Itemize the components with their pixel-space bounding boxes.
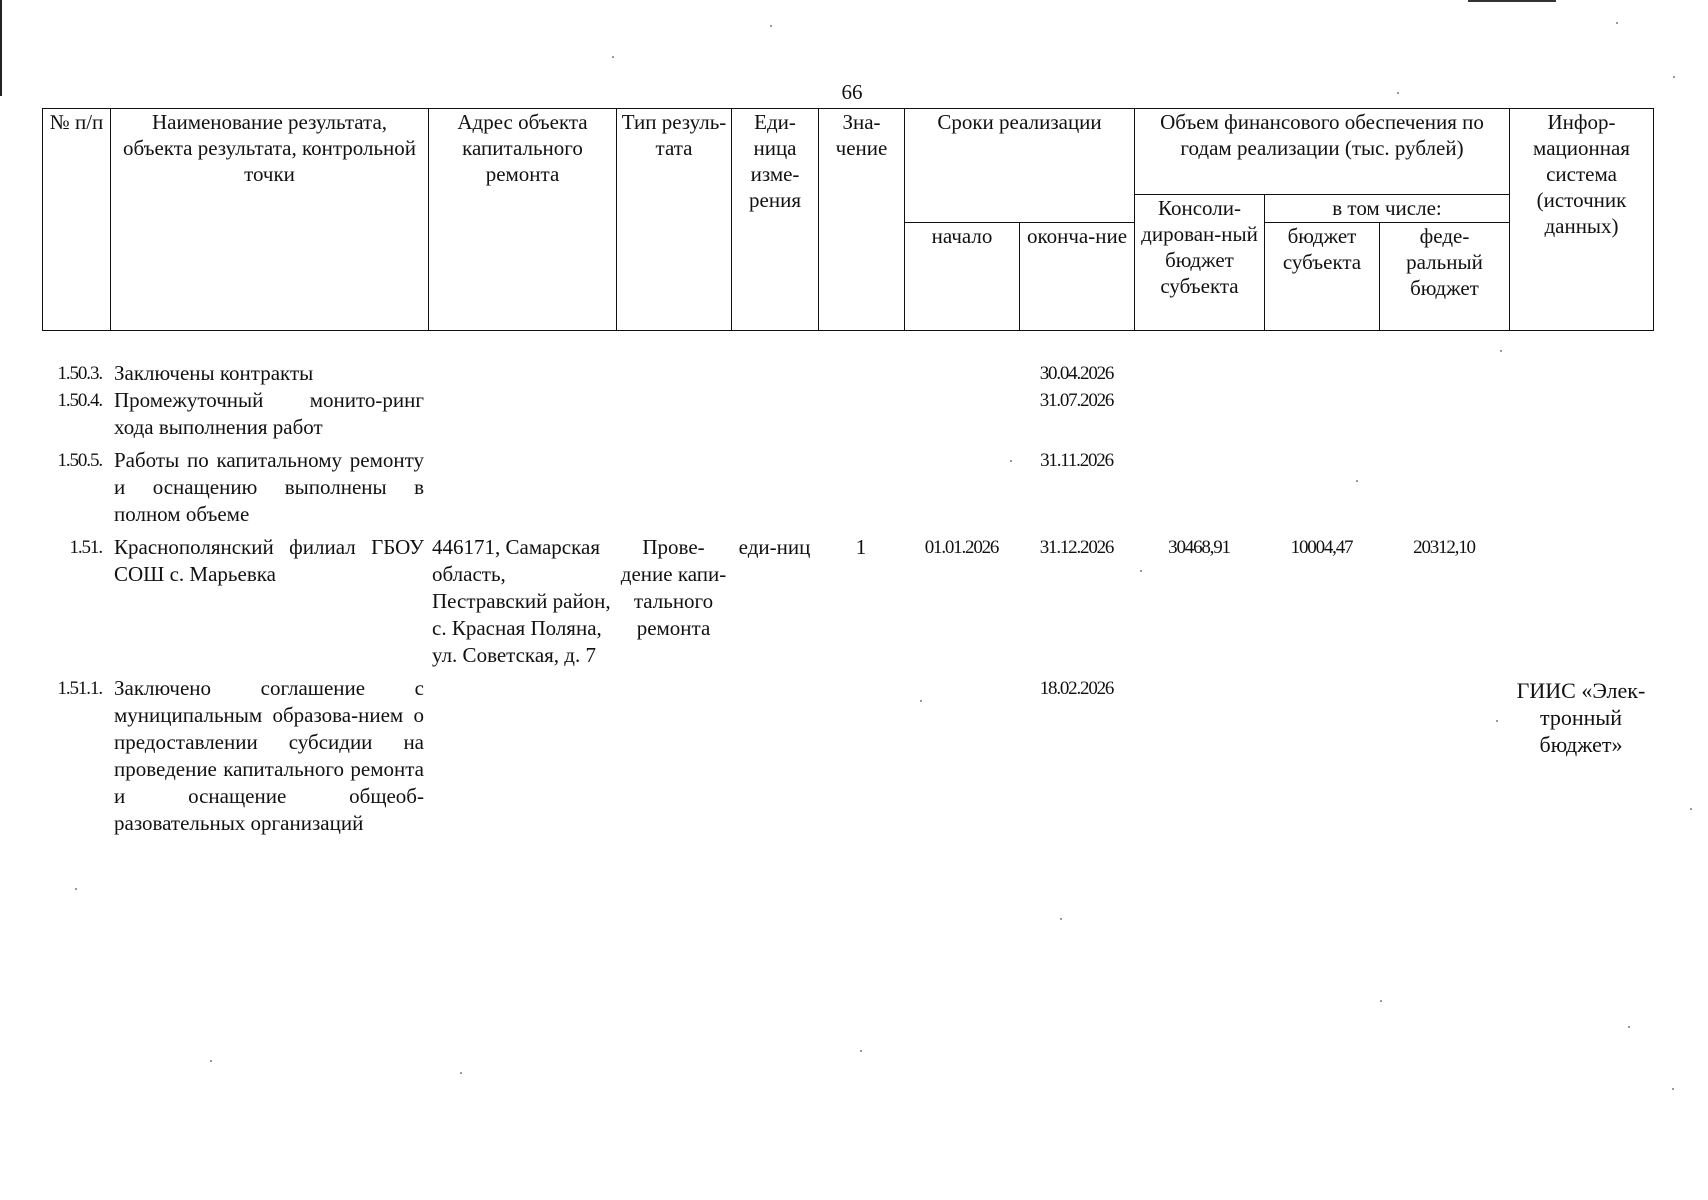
scan-speck bbox=[920, 700, 922, 702]
header-start: начало bbox=[905, 223, 1020, 331]
row-type: Прове-дение капи-тального ремонта bbox=[620, 535, 727, 640]
row-federal-budget: 20312,10 bbox=[1413, 537, 1475, 558]
row-value: 1 bbox=[855, 535, 867, 559]
page-number: 66 bbox=[841, 80, 863, 104]
row-name: Краснополянский филиал ГБОУ СОШ с. Марьевка bbox=[114, 535, 424, 586]
scan-speck bbox=[210, 1060, 212, 1062]
scan-speck bbox=[1496, 720, 1498, 722]
row-num: 1.51. bbox=[69, 537, 102, 558]
table-row bbox=[42, 447, 1653, 528]
header-end: оконча-ние bbox=[1020, 223, 1135, 331]
header-federal-budget: феде-ральный бюджет bbox=[1380, 223, 1510, 331]
table-row bbox=[42, 675, 1653, 837]
scan-speck bbox=[1010, 460, 1012, 462]
scan-speck bbox=[1500, 350, 1502, 352]
header-address: Адрес объекта капитального ремонта bbox=[429, 109, 617, 331]
header-subject-budget: бюджет субъекта bbox=[1265, 223, 1380, 331]
row-start-date: 01.01.2026 bbox=[924, 537, 999, 558]
row-name: Заключены контракты bbox=[114, 361, 314, 385]
header-type: Тип резуль-тата bbox=[617, 109, 732, 331]
header-num: № п/п bbox=[43, 109, 111, 331]
row-name: Промежуточный монито-ринг хода выполнения работ bbox=[114, 388, 424, 439]
row-num: 1.50.5. bbox=[57, 450, 102, 471]
scan-speck bbox=[75, 888, 77, 890]
scan-edge-mark bbox=[0, 0, 2, 96]
scan-speck bbox=[460, 1072, 462, 1074]
header-finance: Объем финансового обеспечения по годам реализации (тыс. рублей) bbox=[1135, 109, 1510, 195]
scan-speck bbox=[1690, 808, 1692, 810]
row-num: 1.51.1. bbox=[57, 678, 102, 699]
header-including: в том числе: bbox=[1265, 195, 1510, 223]
table-row bbox=[42, 534, 1653, 669]
scan-speck bbox=[1356, 480, 1358, 482]
row-name: Заключено соглашение с муниципальным образова-нием о предоставлении субсидии на проведение капитального ремонта и оснащение общеоб-разовательных организаций bbox=[114, 676, 424, 835]
table-row bbox=[42, 360, 1653, 387]
row-end-date: 31.11.2026 bbox=[1040, 450, 1113, 471]
scan-top-mark bbox=[1468, 0, 1556, 2]
scan-speck bbox=[1672, 1088, 1674, 1090]
scan-speck bbox=[1673, 76, 1675, 78]
scan-speck bbox=[1628, 1026, 1630, 1028]
table-body bbox=[42, 360, 1653, 837]
header-name: Наименование результата, объекта результата, контрольной точки bbox=[111, 109, 429, 331]
row-num: 1.50.3. bbox=[57, 363, 102, 384]
row-end-date: 31.07.2026 bbox=[1039, 390, 1114, 411]
scan-speck bbox=[860, 1050, 862, 1052]
header-terms: Сроки реализации bbox=[905, 109, 1135, 223]
header-info-system: Инфор-мационная система (источник данных) bbox=[1510, 109, 1654, 331]
header-consolidated: Консоли-дирован-ный бюджет субъекта bbox=[1135, 195, 1265, 331]
row-num: 1.50.4. bbox=[57, 390, 102, 411]
scan-speck bbox=[612, 56, 614, 58]
scan-speck bbox=[1140, 570, 1142, 572]
table-header bbox=[42, 108, 1654, 331]
scan-speck bbox=[1397, 92, 1399, 94]
row-end-date: 18.02.2026 bbox=[1039, 678, 1114, 699]
row-end-date: 30.04.2026 bbox=[1039, 363, 1114, 384]
header-unit: Еди-ница изме-рения bbox=[732, 109, 819, 331]
row-consolidated: 30468,91 bbox=[1168, 537, 1230, 558]
table-row bbox=[42, 387, 1653, 441]
scan-speck bbox=[1616, 22, 1618, 24]
scan-speck bbox=[770, 25, 772, 27]
row-address: 446171, Самарская область, Пестравский район, с. Красная Поляна, ул. Советская, д. 7 bbox=[432, 535, 611, 667]
header-value: Зна-чение bbox=[819, 109, 905, 331]
row-name: Работы по капитальному ремонту и оснащению выполнены в полном объеме bbox=[114, 448, 424, 526]
row-info-system: ГИИС «Элек-тронный бюджет» bbox=[1516, 678, 1646, 757]
row-subject-budget: 10004,47 bbox=[1290, 537, 1353, 558]
row-unit: еди-ниц bbox=[738, 535, 811, 559]
row-end-date: 31.12.2026 bbox=[1039, 537, 1114, 558]
scan-speck bbox=[1380, 1000, 1382, 1002]
scan-speck bbox=[1060, 918, 1062, 920]
